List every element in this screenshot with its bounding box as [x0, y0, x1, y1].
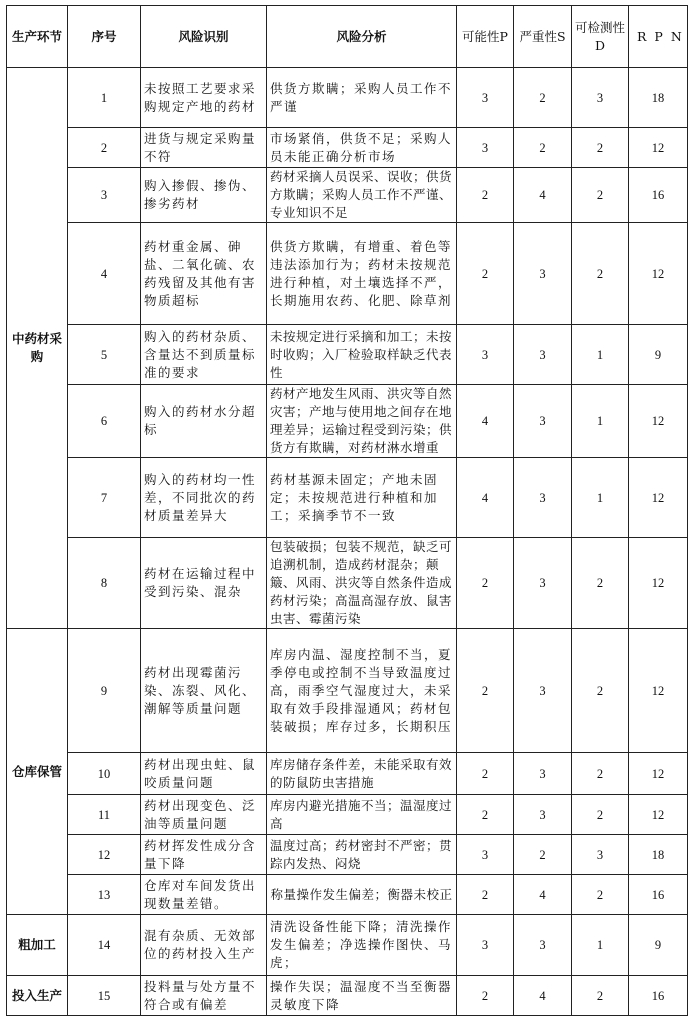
header-d: 可检测性D	[572, 6, 629, 68]
row-analysis: 库房内避光措施不当；温湿度过高	[267, 795, 457, 835]
row-no: 1	[68, 68, 141, 128]
row-identify: 药材出现虫蛀、鼠咬质量问题	[141, 753, 267, 795]
row-analysis: 未按规定进行采摘和加工；未按时收购；入厂检验取样缺乏代表性	[267, 325, 457, 385]
row-identify: 仓库对车间发货出现数量差错。	[141, 875, 267, 915]
table-row	[7, 325, 688, 385]
row-no: 2	[68, 128, 141, 168]
stage-processing: 粗加工	[7, 915, 68, 976]
row-d: 1	[572, 325, 629, 385]
table-row	[7, 385, 688, 458]
row-rpn: 12	[629, 385, 688, 458]
table-row	[7, 835, 688, 875]
header-row	[7, 6, 688, 68]
row-s: 3	[514, 795, 572, 835]
row-no: 4	[68, 223, 141, 325]
row-identify: 投料量与处方量不符合或有偏差	[141, 976, 267, 1016]
row-identify: 购入的药材杂质、含量达不到质量标准的要求	[141, 325, 267, 385]
table-row	[7, 128, 688, 168]
table-row	[7, 458, 688, 538]
row-p: 4	[457, 385, 514, 458]
row-d: 2	[572, 128, 629, 168]
header-stage: 生产环节	[7, 6, 68, 68]
table-row	[7, 168, 688, 223]
row-rpn: 12	[629, 538, 688, 629]
header-rpn: RPN	[629, 6, 688, 68]
row-s: 4	[514, 168, 572, 223]
row-d: 1	[572, 385, 629, 458]
header-analysis: 风险分析	[267, 6, 457, 68]
row-no: 3	[68, 168, 141, 223]
table-row	[7, 68, 688, 128]
row-p: 2	[457, 168, 514, 223]
row-rpn: 12	[629, 629, 688, 753]
row-d: 2	[572, 795, 629, 835]
row-d: 2	[572, 538, 629, 629]
row-analysis: 库房内温、湿度控制不当，夏季停电或控制不当导致温度过高，雨季空气湿度过大，未采取有效手段排湿通风；药材包装破损；库存过多，长期积压	[267, 629, 457, 753]
row-rpn: 16	[629, 168, 688, 223]
row-s: 3	[514, 629, 572, 753]
row-d: 2	[572, 629, 629, 753]
stage-purchase: 中药材采购	[7, 68, 68, 629]
table-row	[7, 629, 688, 753]
row-rpn: 9	[629, 325, 688, 385]
row-rpn: 12	[629, 223, 688, 325]
row-no: 13	[68, 875, 141, 915]
row-rpn: 12	[629, 458, 688, 538]
table-row	[7, 538, 688, 629]
row-s: 2	[514, 68, 572, 128]
table-row	[7, 795, 688, 835]
row-rpn: 16	[629, 976, 688, 1016]
row-p: 3	[457, 325, 514, 385]
table-row	[7, 976, 688, 1016]
row-identify: 药材挥发性成分含量下降	[141, 835, 267, 875]
stage-storage: 仓库保管	[7, 629, 68, 915]
row-no: 10	[68, 753, 141, 795]
row-s: 3	[514, 915, 572, 976]
row-identify: 未按照工艺要求采购规定产地的药材	[141, 68, 267, 128]
row-p: 2	[457, 629, 514, 753]
row-p: 2	[457, 976, 514, 1016]
row-no: 8	[68, 538, 141, 629]
row-s: 3	[514, 325, 572, 385]
row-p: 2	[457, 223, 514, 325]
header-no: 序号	[68, 6, 141, 68]
row-s: 3	[514, 458, 572, 538]
row-identify: 购入掺假、掺伪、掺劣药材	[141, 168, 267, 223]
row-rpn: 12	[629, 795, 688, 835]
table-row	[7, 915, 688, 976]
row-rpn: 12	[629, 128, 688, 168]
row-p: 4	[457, 458, 514, 538]
row-analysis: 供货方欺瞒，有增重、着色等违法添加行为；药材未按规范进行种植，对土壤选择不严，长期施用农药、化肥、除草剂	[267, 223, 457, 325]
row-identify: 药材重金属、砷盐、二氧化硫、农药残留及其他有害物质超标	[141, 223, 267, 325]
row-analysis: 药材采摘人员误采、误收；供货方欺瞒；采购人员工作不严谨、专业知识不足	[267, 168, 457, 223]
row-s: 3	[514, 538, 572, 629]
row-identify: 进货与规定采购量不符	[141, 128, 267, 168]
table-row	[7, 223, 688, 325]
row-p: 2	[457, 753, 514, 795]
row-p: 2	[457, 875, 514, 915]
row-p: 2	[457, 538, 514, 629]
table-row	[7, 753, 688, 795]
row-d: 2	[572, 875, 629, 915]
risk-analysis-table	[6, 5, 688, 1016]
row-d: 3	[572, 835, 629, 875]
row-p: 3	[457, 835, 514, 875]
row-d: 3	[572, 68, 629, 128]
row-no: 11	[68, 795, 141, 835]
row-identify: 购入的药材水分超标	[141, 385, 267, 458]
row-no: 9	[68, 629, 141, 753]
row-d: 2	[572, 168, 629, 223]
header-s: 严重性S	[514, 6, 572, 68]
row-d: 2	[572, 753, 629, 795]
row-identify: 药材在运输过程中受到污染、混杂	[141, 538, 267, 629]
row-analysis: 药材产地发生风雨、洪灾等自然灾害；产地与使用地之间存在地理差异；运输过程受到污染；供货方有欺瞒，对药材淋水增重	[267, 385, 457, 458]
row-s: 3	[514, 223, 572, 325]
row-rpn: 9	[629, 915, 688, 976]
row-s: 4	[514, 976, 572, 1016]
table-row	[7, 875, 688, 915]
row-rpn: 18	[629, 68, 688, 128]
row-s: 3	[514, 753, 572, 795]
row-no: 15	[68, 976, 141, 1016]
row-analysis: 包装破损；包装不规范，缺乏可追溯机制，造成药材混杂；颠簸、风雨、洪灾等自然条件造成药材污染；高温高湿存放、鼠害虫害、霉菌污染	[267, 538, 457, 629]
row-s: 2	[514, 128, 572, 168]
row-analysis: 清洗设备性能下降；清洗操作发生偏差；净选操作图快、马虎；	[267, 915, 457, 976]
row-s: 2	[514, 835, 572, 875]
row-rpn: 16	[629, 875, 688, 915]
row-no: 12	[68, 835, 141, 875]
row-d: 1	[572, 915, 629, 976]
row-analysis: 库房储存条件差，未能采取有效的防鼠防虫害措施	[267, 753, 457, 795]
row-rpn: 12	[629, 753, 688, 795]
row-analysis: 市场紧俏，供货不足；采购人员未能正确分析市场	[267, 128, 457, 168]
row-d: 2	[572, 976, 629, 1016]
row-s: 3	[514, 385, 572, 458]
row-no: 14	[68, 915, 141, 976]
row-p: 3	[457, 128, 514, 168]
row-analysis: 供货方欺瞒；采购人员工作不严谨	[267, 68, 457, 128]
row-d: 1	[572, 458, 629, 538]
row-no: 5	[68, 325, 141, 385]
row-p: 3	[457, 915, 514, 976]
header-p: 可能性P	[457, 6, 514, 68]
row-p: 3	[457, 68, 514, 128]
row-analysis: 称量操作发生偏差；衡器未校正	[267, 875, 457, 915]
row-identify: 购入的药材均一性差，不同批次的药材质量差异大	[141, 458, 267, 538]
row-identify: 药材出现霉菌污染、冻裂、风化、潮解等质量问题	[141, 629, 267, 753]
row-p: 2	[457, 795, 514, 835]
row-identify: 药材出现变色、泛油等质量问题	[141, 795, 267, 835]
row-rpn: 18	[629, 835, 688, 875]
row-analysis: 药材基源未固定；产地未固定；未按规范进行种植和加工；采摘季节不一致	[267, 458, 457, 538]
row-analysis: 操作失误；温湿度不当至衡器灵敏度下降	[267, 976, 457, 1016]
row-identify: 混有杂质、无效部位的药材投入生产	[141, 915, 267, 976]
header-identify: 风险识别	[141, 6, 267, 68]
row-analysis: 温度过高；药材密封不严密；贯踪内发热、闷烧	[267, 835, 457, 875]
row-no: 7	[68, 458, 141, 538]
stage-feeding: 投入生产	[7, 976, 68, 1016]
row-s: 4	[514, 875, 572, 915]
row-no: 6	[68, 385, 141, 458]
row-d: 2	[572, 223, 629, 325]
